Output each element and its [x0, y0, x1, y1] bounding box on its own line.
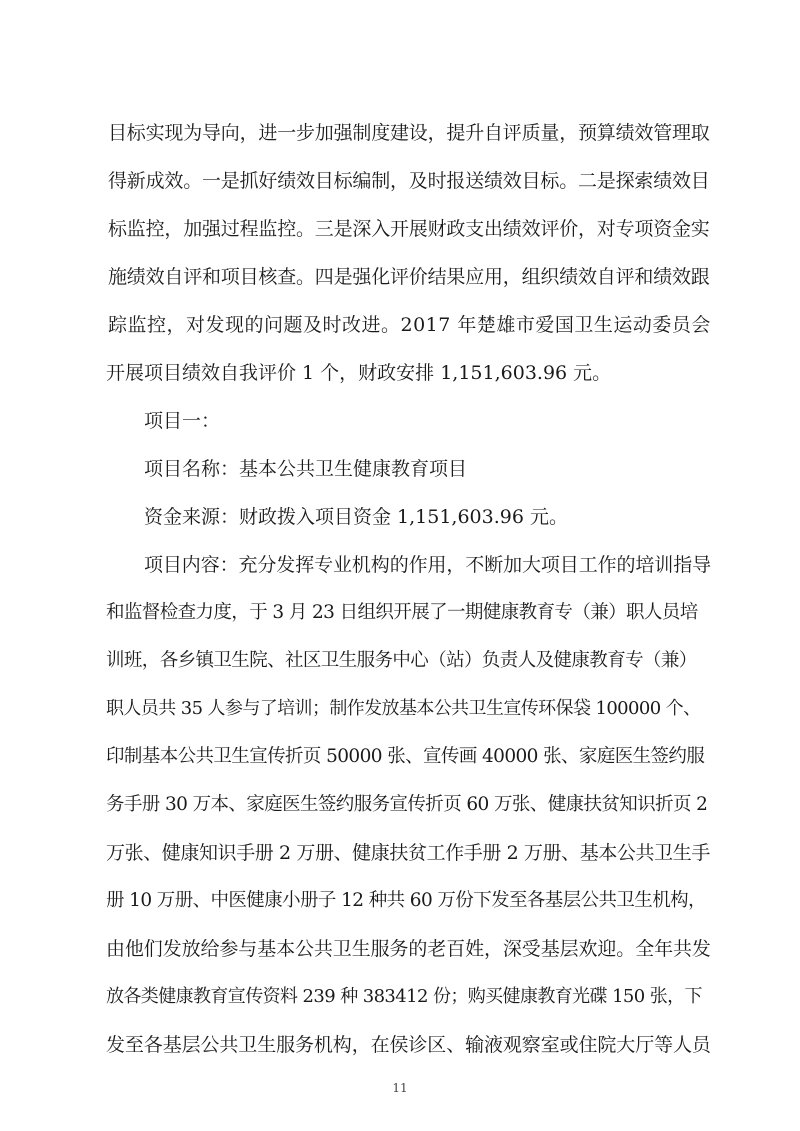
fund-source: 资金来源：财政拨入项目资金 1,151,603.96 元。 — [144, 506, 568, 528]
project-content-line: 印制基本公共卫生宣传折页 50000 张、宣传画 40000 张、家庭医生签约服 — [106, 746, 705, 767]
project-content-line: 职人员共 35 人参与了培训；制作发放基本公共卫生宣传环保袋 100000 个、 — [106, 698, 701, 719]
project-content-line: 万张、健康知识手册 2 万册、健康扶贫工作手册 2 万册、基本公共卫生手 — [106, 842, 710, 864]
paragraph-line: 施绩效自评和项目核查。四是强化评价结果应用，组织绩效自评和绩效跟 — [108, 266, 710, 288]
project-content-line: 由他们发放给参与基本公共卫生服务的老百姓，深受基层欢迎。全年共发 — [106, 938, 711, 960]
project-heading: 项目一： — [144, 410, 221, 432]
project-content-line: 发至各基层公共卫生服务机构，在侯诊区、输液观察室或住院大厅等人员 — [106, 1034, 711, 1056]
project-content-line: 务手册 30 万本、家庭医生签约服务宣传折页 60 万张、健康扶贫知识折页 2 — [106, 794, 708, 815]
paragraph-line: 开展项目绩效自我评价 1 个，财政安排 1,151,603.96 元。 — [106, 362, 612, 384]
page-number: 11 — [392, 1081, 408, 1095]
project-content-line: 训班，各乡镇卫生院、社区卫生服务中心（站）负责人及健康教育专（兼） — [106, 650, 697, 671]
project-content-line: 和监督检查力度，于 3 月 23 日组织开展了一期健康教育专（兼）职人员培 — [106, 602, 698, 623]
paragraph-line: 得新成效。一是抓好绩效目标编制，及时报送绩效目标。二是探索绩效目 — [108, 170, 710, 192]
project-name: 项目名称：基本公共卫生健康教育项目 — [144, 458, 468, 480]
project-content-line: 放各类健康教育宣传资料 239 种 383412 份；购买健康教育光碟 150 张，下 — [106, 986, 702, 1007]
paragraph-line: 目标实现为导向，进一步加强制度建设，提升自评质量，预算绩效管理取 — [108, 122, 710, 144]
paragraph-line: 标监控，加强过程监控。三是深入开展财政支出绩效评价，对专项资金实 — [108, 218, 710, 240]
project-content-line: 册 10 万册、中医健康小册子 12 种共 60 万份下发至各基层公共卫生机构， — [106, 890, 706, 911]
project-content-line: 项目内容：充分发挥专业机构的作用，不断加大项目工作的培训指导 — [144, 554, 712, 576]
paragraph-line: 踪监控，对发现的问题及时改进。2017 年楚雄市爱国卫生运动委员会 — [108, 314, 711, 336]
